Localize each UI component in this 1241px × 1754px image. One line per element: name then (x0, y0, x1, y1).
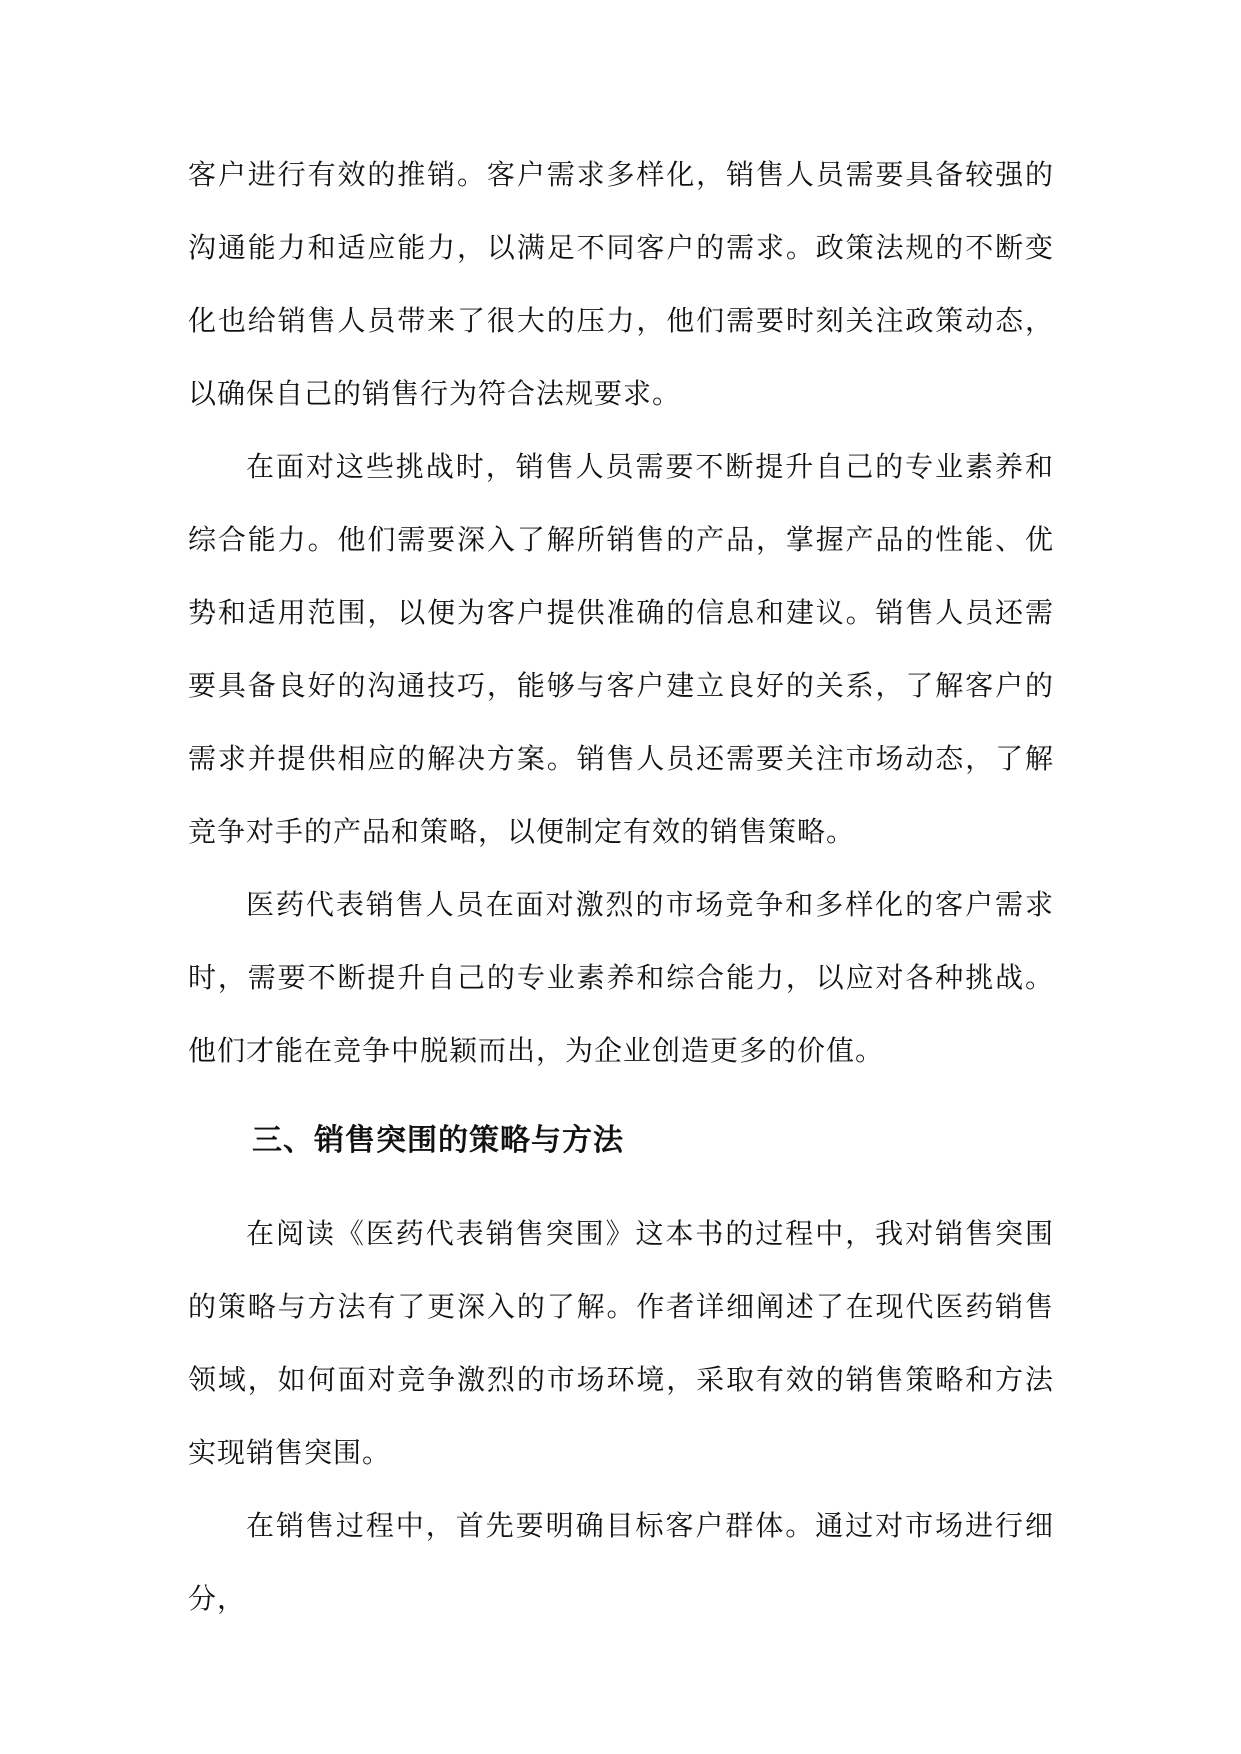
paragraph-target-customers: 在销售过程中，首先要明确目标客户群体。通过对市场进行细分， (188, 1509, 1054, 1615)
document-body (188, 138, 1054, 1635)
section-heading: 三、销售突围的策略与方法 (252, 1123, 624, 1158)
paragraph-summary: 医药代表销售人员在面对激烈的市场竞争和多样化的客户需求时，需要不断提升自己的专业素养和综合能力，以应对各种挑战。他们才能在竞争中脱颖而出，为企业创造更多的价值。 (188, 888, 1054, 1067)
paragraph-challenges: 在面对这些挑战时，销售人员需要不断提升自己的专业素养和综合能力。他们需要深入了解所销售的产品，掌握产品的性能、优势和适用范围，以便为客户提供准确的信息和建议。销售人员还需要具备良好的沟通技巧，能够与客户建立良好的关系，了解客户的需求并提供相应的解决方案。销售人员还需要关注市场动态，了解竞争对手的产品和策略，以便制定有效的销售策略。 (188, 450, 1054, 848)
paragraph-reading: 在阅读《医药代表销售突围》这本书的过程中，我对销售突围的策略与方法有了更深入的了解。作者详细阐述了在现代医药销售领域，如何面对竞争激烈的市场环境，采取有效的销售策略和方法实现销售突围。 (188, 1217, 1054, 1469)
paragraph-continuation: 客户进行有效的推销。客户需求多样化，销售人员需要具备较强的沟通能力和适应能力，以满足不同客户的需求。政策法规的不断变化也给销售人员带来了很大的压力，他们需要时刻关注政策动态，以确保自己的销售行为符合法规要求。 (188, 158, 1054, 410)
